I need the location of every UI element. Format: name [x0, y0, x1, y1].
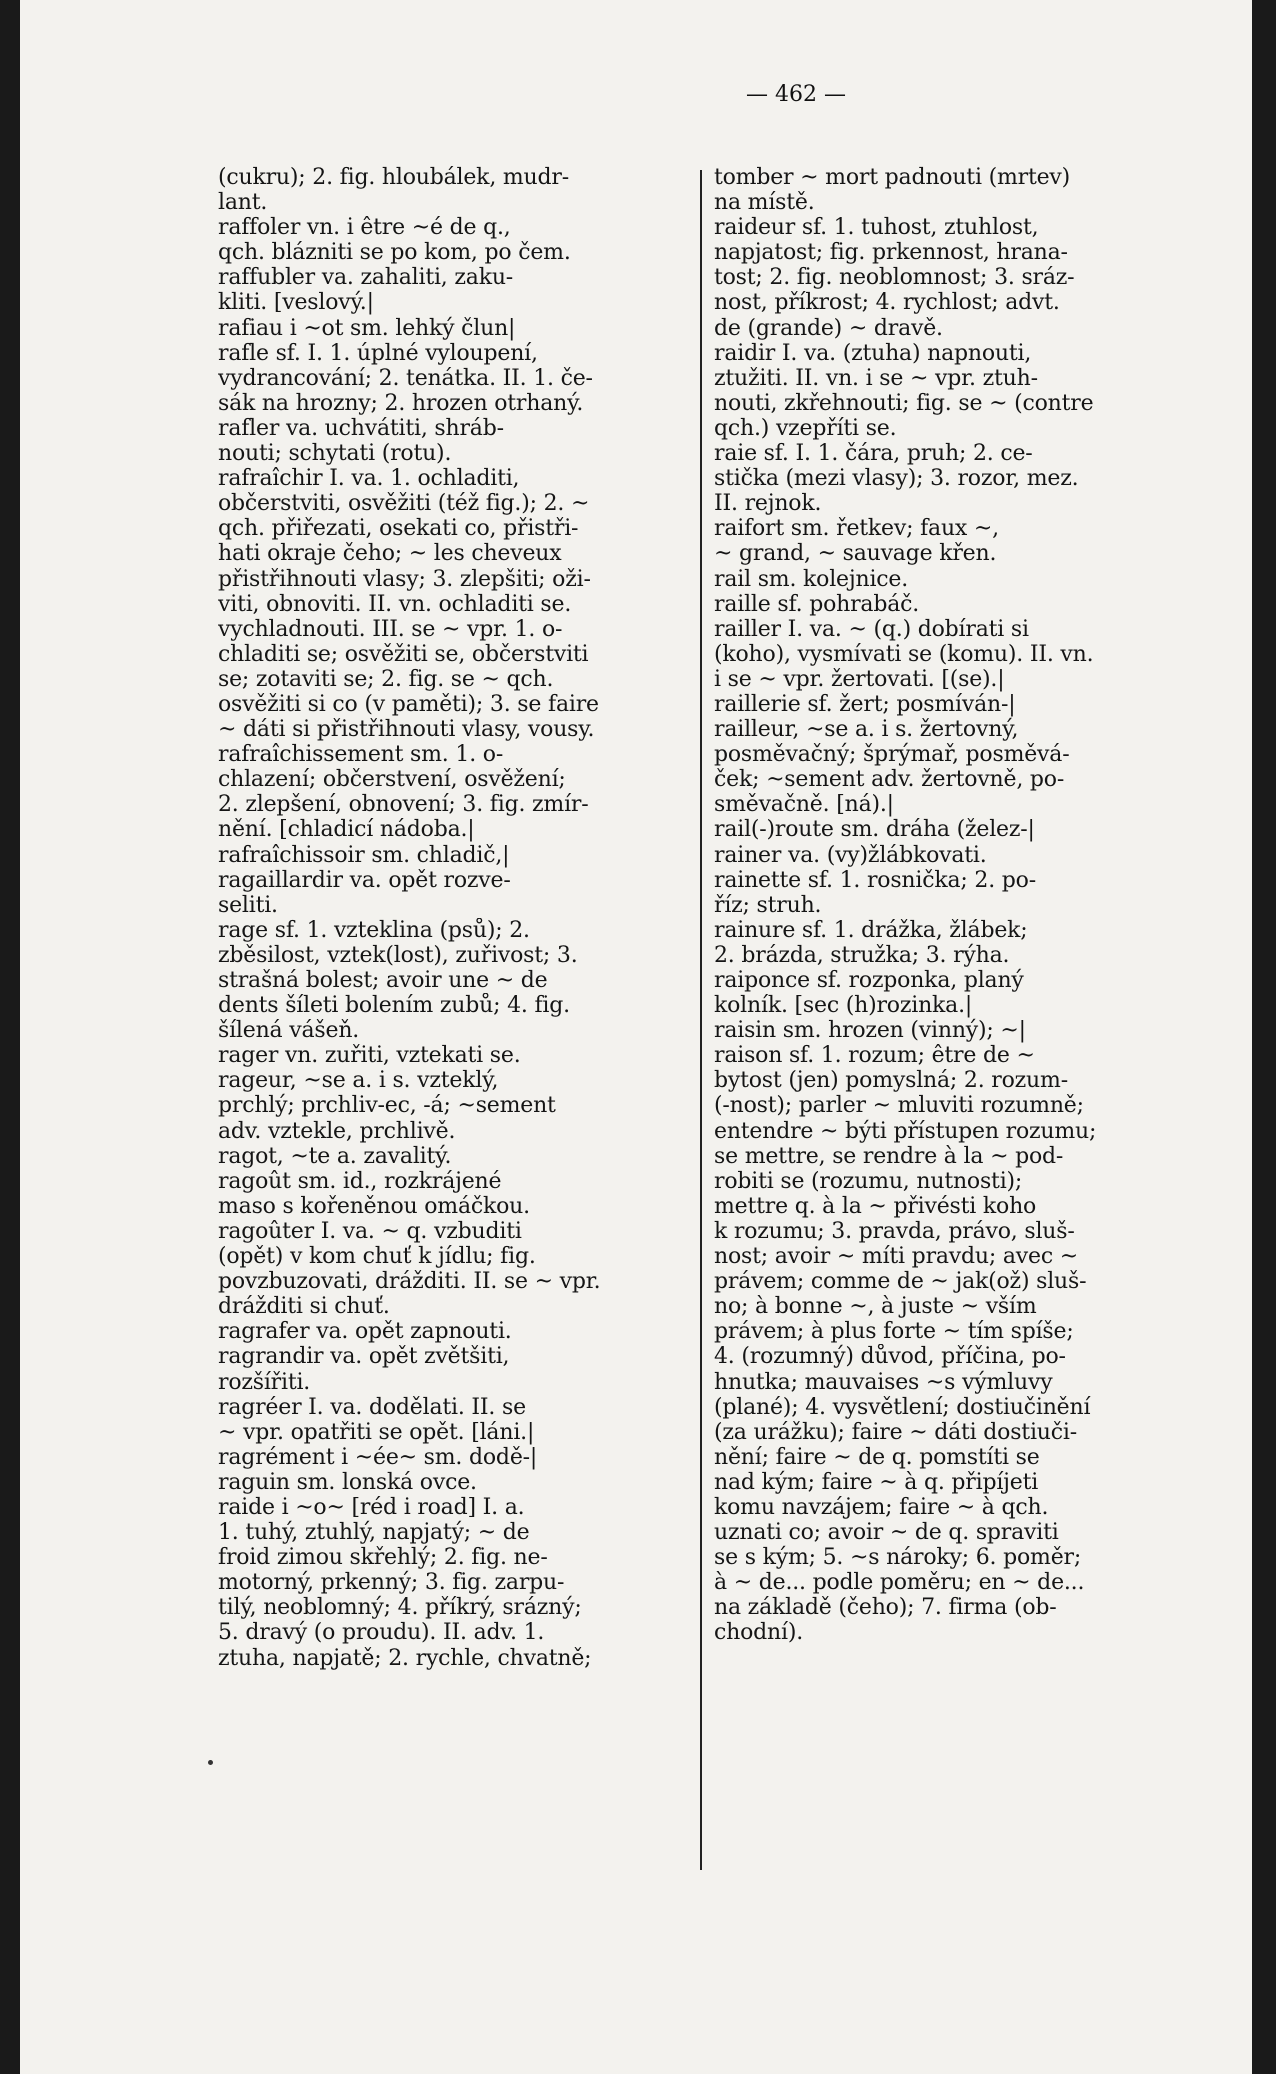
dictionary-line: rainer va. (vy)žlábkovati.: [714, 842, 987, 868]
dictionary-line: 5. dravý (o proudu). II. adv. 1.: [218, 1620, 545, 1646]
dictionary-line: osvěžiti si co (v paměti); 3. se faire: [218, 691, 599, 717]
dictionary-line: občerstviti, osvěžiti (též fig.); 2. ~: [218, 491, 590, 517]
dictionary-line: raffoler vn. i être ~é de q.,: [218, 215, 511, 241]
dictionary-line: rainette sf. 1. rosnička; 2. po-: [714, 867, 1036, 893]
column-divider: [700, 170, 702, 1870]
dictionary-line: qch.) vzepříti se.: [714, 415, 897, 441]
dictionary-line: qch. přiřezati, osekati co, přistři-: [218, 516, 579, 542]
dictionary-line: raisin sm. hrozen (vinný); ~|: [714, 1018, 1026, 1044]
dictionary-line: rafle sf. I. 1. úplné vyloupení,: [218, 340, 538, 366]
dictionary-line: de (grande) ~ dravě.: [714, 315, 943, 341]
dictionary-line: raffubler va. zahaliti, zaku-: [218, 265, 514, 291]
dictionary-line: maso s kořeněnou omáčkou.: [218, 1193, 530, 1219]
dictionary-line: ztuha, napjatě; 2. rychle, chvatně;: [218, 1645, 592, 1671]
dictionary-line: ragaillardir va. opět rozve-: [218, 867, 511, 893]
dictionary-line: právem; à plus forte ~ tím spíše;: [714, 1319, 1074, 1345]
dictionary-line: (cukru); 2. fig. hloubálek, mudr-: [218, 165, 569, 190]
dictionary-line: právem; comme de ~ jak(ož) sluš-: [714, 1269, 1087, 1295]
dictionary-line: mettre q. à la ~ přivésti koho: [714, 1193, 1037, 1219]
dictionary-line: rafraîchir I. va. 1. ochladiti,: [218, 466, 520, 492]
dictionary-line: rozšířiti.: [218, 1369, 311, 1395]
dictionary-line: ragoût sm. id., rozkrájené: [218, 1168, 502, 1194]
dictionary-line: raison sf. 1. rozum; être de ~: [714, 1043, 1035, 1069]
dictionary-line: tost; 2. fig. neoblomnost; 3. sráz-: [714, 265, 1075, 291]
dictionary-line: i se ~ vpr. žertovati. [(se).|: [714, 666, 1005, 692]
dictionary-line: raguin sm. lonská ovce.: [218, 1469, 477, 1495]
dictionary-line: ragrandir va. opět zvětšiti,: [218, 1344, 510, 1370]
dictionary-line: entendre ~ býti přístupen rozumu;: [714, 1118, 1097, 1144]
dictionary-line: chodní).: [714, 1620, 803, 1646]
dictionary-line: no; à bonne ~, à juste ~ vším: [714, 1294, 1037, 1320]
dictionary-line: šílená vášeň.: [218, 1018, 360, 1044]
dictionary-line: froid zimou skřehlý; 2. fig. ne-: [218, 1545, 548, 1571]
page-number: — 462 —: [746, 82, 846, 107]
dictionary-line: ~ grand, ~ sauvage křen.: [714, 541, 997, 567]
dictionary-line: (koho), vysmívati se (komu). II. vn.: [714, 641, 1094, 667]
dictionary-line: 2. brázda, stružka; 3. rýha.: [714, 942, 1010, 968]
margin-mark: [208, 1760, 213, 1765]
dictionary-line: ragréer I. va. dodělati. II. se: [218, 1394, 526, 1420]
dictionary-line: přistřihnouti vlasy; 3. zlepšiti; oži-: [218, 566, 591, 592]
dictionary-line: viti, obnoviti. II. vn. ochladiti se.: [218, 591, 572, 617]
dictionary-line: uznati co; avoir ~ de q. spraviti: [714, 1520, 1059, 1546]
dictionary-line: hati okraje čeho; ~ les cheveux: [218, 541, 562, 567]
dictionary-line: hnutka; mauvaises ~s výmluvy: [714, 1369, 1053, 1395]
dictionary-line: říz; struh.: [714, 892, 822, 918]
dictionary-line: 1. tuhý, ztuhlý, napjatý; ~ de: [218, 1520, 530, 1546]
dictionary-line: bytost (jen) pomyslná; 2. rozum-: [714, 1068, 1068, 1094]
dictionary-line: raille sf. pohrabáč.: [714, 591, 920, 617]
dictionary-line: se; zotaviti se; 2. fig. se ~ qch.: [218, 666, 554, 692]
dictionary-line: tomber ~ mort padnouti (mrtev): [714, 165, 1071, 190]
dictionary-line: povzbuzovati, drážditi. II. se ~ vpr.: [218, 1269, 601, 1295]
dictionary-line: (opět) v kom chuť k jídlu; fig.: [218, 1244, 536, 1270]
dictionary-line: rageur, ~se a. i s. vzteklý,: [218, 1068, 499, 1094]
dictionary-line: chladiti se; osvěžiti se, občerstviti: [218, 641, 589, 667]
left-column: [218, 165, 688, 1671]
dictionary-line: rail(-)route sm. dráha (želez-|: [714, 817, 1035, 843]
dictionary-line: sák na hrozny; 2. hrozen otrhaný.: [218, 390, 584, 416]
dictionary-line: napjatost; fig. prkennost, hrana-: [714, 240, 1068, 266]
dictionary-line: kolník. [sec (h)rozinka.|: [714, 993, 973, 1019]
dictionary-line: adv. vztekle, prchlivě.: [218, 1118, 456, 1144]
dictionary-line: raide i ~o~ [réd i road] I. a.: [218, 1494, 525, 1520]
dictionary-line: rainure sf. 1. drážka, žlábek;: [714, 917, 1028, 943]
dictionary-line: na místě.: [714, 190, 815, 216]
dictionary-line: na základě (čeho); 7. firma (ob-: [714, 1595, 1057, 1621]
dictionary-line: komu navzájem; faire ~ à qch.: [714, 1494, 1049, 1520]
dictionary-line: vydrancování; 2. tenátka. II. 1. če-: [218, 365, 593, 391]
dictionary-line: raillerie sf. žert; posmíván-|: [714, 691, 1016, 717]
dictionary-line: směvačně. [ná).|: [714, 792, 894, 818]
dictionary-line: rage sf. 1. vzteklina (psů); 2.: [218, 917, 530, 943]
dictionary-line: (za urážku); faire ~ dáti dostiuči-: [714, 1419, 1077, 1445]
dictionary-line: ragot, ~te a. zavalitý.: [218, 1143, 452, 1169]
dictionary-line: vychladnouti. III. se ~ vpr. 1. o-: [218, 616, 563, 642]
dictionary-line: raie sf. I. 1. čára, pruh; 2. ce-: [714, 441, 1033, 467]
dictionary-line: nost; avoir ~ míti pravdu; avec ~: [714, 1244, 1078, 1270]
dictionary-line: rafraîchissoir sm. chladič,|: [218, 842, 510, 868]
dictionary-line: railler I. va. ~ (q.) dobírati si: [714, 616, 1029, 642]
dictionary-line: kliti. [veslový.|: [218, 290, 374, 316]
dictionary-page: [20, 0, 1252, 2074]
dictionary-line: II. rejnok.: [714, 491, 822, 517]
dictionary-line: strašná bolest; avoir une ~ de: [218, 968, 548, 993]
dictionary-line: rafiau i ~ot sm. lehký člun|: [218, 315, 516, 341]
dictionary-line: (plané); 4. vysvětlení; dostiučinění: [714, 1394, 1091, 1420]
dictionary-line: drážditi si chuť.: [218, 1294, 390, 1320]
dictionary-line: robiti se (rozumu, nutnosti);: [714, 1168, 1023, 1194]
dictionary-line: nění; faire ~ de q. pomstíti se: [714, 1444, 1040, 1470]
dictionary-line: nad kým; faire ~ à q. připíjeti: [714, 1469, 1039, 1495]
dictionary-line: qch. blázniti se po kom, po čem.: [218, 240, 571, 266]
right-column: [714, 165, 1184, 1646]
dictionary-line: railleur, ~se a. i s. žertovný,: [714, 717, 1019, 743]
dictionary-line: dents šíleti bolením zubů; 4. fig.: [218, 993, 570, 1019]
dictionary-line: rafler va. uchvátiti, shráb-: [218, 415, 504, 441]
dictionary-line: motorný, prkenný; 3. fig. zarpu-: [218, 1570, 565, 1596]
dictionary-line: posměvačný; šprýmař, posměvá-: [714, 742, 1070, 768]
dictionary-line: rager vn. zuřiti, vztekati se.: [218, 1043, 521, 1069]
dictionary-line: ragoûter I. va. ~ q. vzbuditi: [218, 1218, 522, 1244]
dictionary-line: chlazení; občerstvení, osvěžení;: [218, 767, 566, 793]
dictionary-line: nost, příkrost; 4. rychlost; advt.: [714, 290, 1060, 316]
dictionary-line: 2. zlepšení, obnovení; 3. fig. zmír-: [218, 792, 589, 818]
dictionary-line: nouti, zkřehnouti; fig. se ~ (contre: [714, 390, 1094, 416]
dictionary-line: se s kým; 5. ~s nároky; 6. poměr;: [714, 1545, 1082, 1571]
dictionary-line: à ~ de... podle poměru; en ~ de...: [714, 1570, 1085, 1596]
dictionary-line: (-nost); parler ~ mluviti rozumně;: [714, 1093, 1084, 1119]
dictionary-line: nouti; schytati (rotu).: [218, 441, 452, 467]
dictionary-line: ztužiti. II. vn. i se ~ vpr. ztuh-: [714, 365, 1038, 391]
dictionary-line: tilý, neoblomný; 4. příkrý, srázný;: [218, 1595, 582, 1621]
dictionary-line: seliti.: [218, 892, 278, 918]
dictionary-line: raideur sf. 1. tuhost, ztuhlost,: [714, 215, 1039, 241]
dictionary-line: raidir I. va. (ztuha) napnouti,: [714, 340, 1032, 366]
dictionary-line: k rozumu; 3. pravda, právo, sluš-: [714, 1218, 1075, 1244]
dictionary-line: ragrément i ~ée~ sm. dodě-|: [218, 1444, 538, 1470]
dictionary-line: ~ dáti si přistřihnouti vlasy, vousy.: [218, 717, 595, 743]
dictionary-line: raiponce sf. rozponka, planý: [714, 968, 1024, 993]
dictionary-line: ~ vpr. opatřiti se opět. [láni.|: [218, 1419, 535, 1445]
dictionary-line: ragrafer va. opět zapnouti.: [218, 1319, 512, 1345]
dictionary-line: 4. (rozumný) důvod, příčina, po-: [714, 1344, 1066, 1370]
dictionary-line: prchlý; prchliv-ec, -á; ~sement: [218, 1093, 556, 1119]
dictionary-line: raifort sm. řetkev; faux ~,: [714, 516, 999, 542]
dictionary-line: rail sm. kolejnice.: [714, 566, 909, 592]
dictionary-line: se mettre, se rendre à la ~ pod-: [714, 1143, 1064, 1169]
dictionary-line: rafraîchissement sm. 1. o-: [218, 742, 504, 768]
dictionary-line: ček; ~sement adv. žertovně, po-: [714, 767, 1065, 793]
dictionary-line: stička (mezi vlasy); 3. rozor, mez.: [714, 466, 1079, 492]
dictionary-line: zběsilost, vztek(lost), zuřivost; 3.: [218, 942, 578, 968]
dictionary-line: nění. [chladicí nádoba.|: [218, 817, 475, 843]
dictionary-line: lant.: [218, 190, 268, 216]
